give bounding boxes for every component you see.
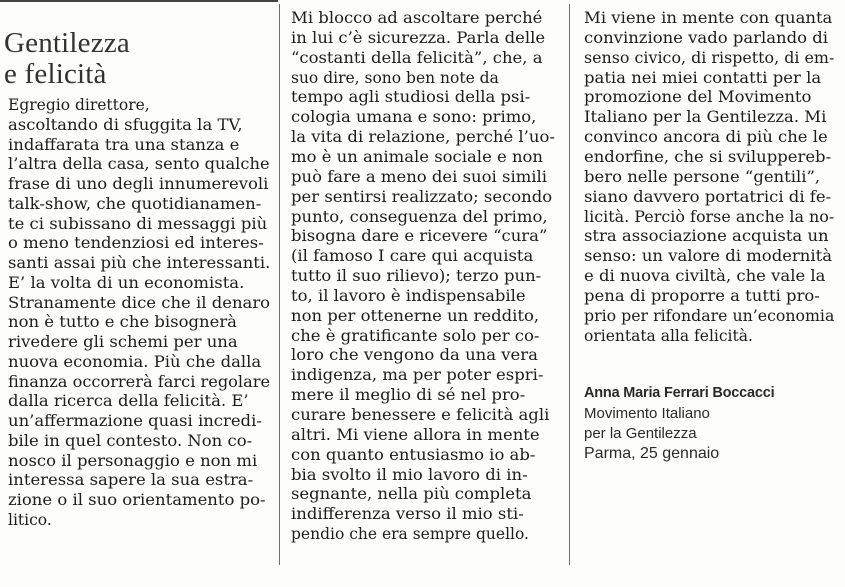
text-line: bile in quel contesto. Non co- [8, 431, 253, 450]
text-line: bero nelle persone “gentili”, [584, 167, 821, 186]
author-name: Anna Maria Ferrari Boccacci [584, 385, 775, 401]
text-line: tempo agli studiosi della psi- [291, 88, 531, 107]
text-line: Stranamente dice che il denaro [8, 293, 271, 312]
text-line: zione o il suo orientamento po- [8, 491, 266, 509]
text-line: indifferenza verso il mio sti- [291, 505, 524, 524]
text-line: pendio che era sempre quello. [291, 525, 529, 544]
text-line: (il famoso I care qui acquista [291, 247, 534, 266]
text-line: licità. Perciò forse anche la no- [584, 207, 835, 226]
text-line: nuova economia. Più che dalla [8, 352, 262, 371]
text-line: santi assai più che interessanti. [8, 254, 271, 272]
text-line: convinzione vado parlando di [584, 28, 829, 47]
text-line: te ci subissano di messaggi più [8, 214, 268, 233]
column-divider-2 [569, 4, 570, 565]
text-line: con quanto entusiasmo io ab- [291, 445, 536, 464]
text-line: tutto il suo rilievo); terzo pun- [291, 267, 542, 286]
text-line: che è gratificante solo per co- [291, 326, 540, 345]
affiliation-line-2: per la Gentilezza [584, 425, 697, 442]
text-line: in lui c’è sicurezza. Parla delle [291, 28, 546, 47]
text-line: E’ la volta di un economista. [8, 273, 245, 292]
text-line: to, il lavoro è indispensabile [291, 286, 526, 305]
text-line: cologia umana e sono: primo, [291, 108, 537, 127]
text-line: siano davvero portatrici di fe- [584, 187, 832, 206]
text-line: orientata alla felicità. [584, 326, 753, 345]
column-divider-1 [279, 4, 280, 565]
text-line: Italiano per la Gentilezza. Mi [584, 108, 827, 127]
text-line: un’affermazione quasi incredi- [8, 412, 262, 430]
text-line: “costanti della felicità”, che, a [291, 48, 543, 67]
affiliation-line-1: Movimento Italiano [584, 405, 710, 422]
text-line: indigenza, ma per poter espri- [291, 366, 544, 385]
text-line: mere il meglio di sé nel pro- [291, 386, 526, 405]
text-line: finanza occorrerà farci regolare [8, 372, 271, 391]
text-line: indaffarata tra una stanza e [8, 135, 240, 154]
text-line: ascoltando di sfuggita la TV, [8, 115, 243, 134]
text-line: convinco ancora di più che le [584, 128, 828, 147]
text-line: non è tutto e che bisognerà [8, 313, 237, 332]
title-line-2: e felicità [4, 58, 107, 90]
text-line: senso: un valore di modernità [584, 247, 833, 266]
title-line-1: Gentilezza [4, 27, 130, 59]
text-line: rivedere gli schemi per una [8, 333, 238, 351]
text-line: nosco il personaggio e non mi [8, 451, 258, 470]
text-line: loro che vengono da una vera [291, 346, 538, 365]
text-line: endorfine, che si sviluppereb- [584, 147, 832, 166]
text-line: può fare a meno dei suoi simili [291, 167, 548, 186]
text-line: Mi viene in mente con quanta [584, 9, 833, 27]
text-line: segnante, nella più completa [291, 485, 532, 504]
text-line: curare benessere e felicità agli [291, 406, 550, 424]
text-line: mo è un animale sociale e non [291, 147, 544, 166]
text-line: talk-show, che quotidianamen- [8, 194, 262, 213]
text-line: Mi blocco ad ascoltare perché [291, 9, 543, 27]
text-line: l’altra della casa, sento qualche [8, 155, 270, 174]
text-line: per sentirsi realizzato; secondo [291, 187, 553, 206]
text-line: frase di uno degli innumerevoli [8, 175, 269, 193]
text-line: litico. [8, 510, 52, 529]
text-line: Egregio direttore, [8, 96, 150, 114]
text-line: patia nei miei contatti per la [584, 68, 822, 87]
text-line: altri. Mi viene allora in mente [291, 425, 540, 444]
article-title [4, 28, 130, 90]
text-line: stra associazione acquista un [584, 227, 829, 246]
top-rule [0, 0, 278, 2]
text-line: o meno tendenziosi ed interes- [8, 234, 264, 253]
text-line: e di nuova civiltà, che vale la [584, 267, 826, 286]
text-line: interessa sapere la sua estra- [8, 471, 254, 490]
text-line: promozione del Movimento [584, 88, 812, 107]
text-line: bisogna dare e ricevere “cura” [291, 227, 548, 246]
text-line: senso civico, di rispetto, di em- [584, 48, 835, 67]
text-line: prio per rifondare un’economia [584, 306, 835, 325]
text-line: bia svolto il mio lavoro di in- [291, 465, 528, 484]
text-line: suo dire, sono ben note da [291, 68, 499, 87]
text-line: dalla ricerca della felicità. E’ [8, 392, 249, 411]
text-line: la vita di relazione, perché l’uo- [291, 128, 555, 147]
text-line: punto, conseguenza del primo, [291, 207, 548, 226]
place-date: Parma, 25 gennaio [584, 445, 720, 462]
text-line: pena di proporre a tutti pro- [584, 286, 820, 305]
text-line: non per ottenerne un reddito, [291, 306, 540, 325]
